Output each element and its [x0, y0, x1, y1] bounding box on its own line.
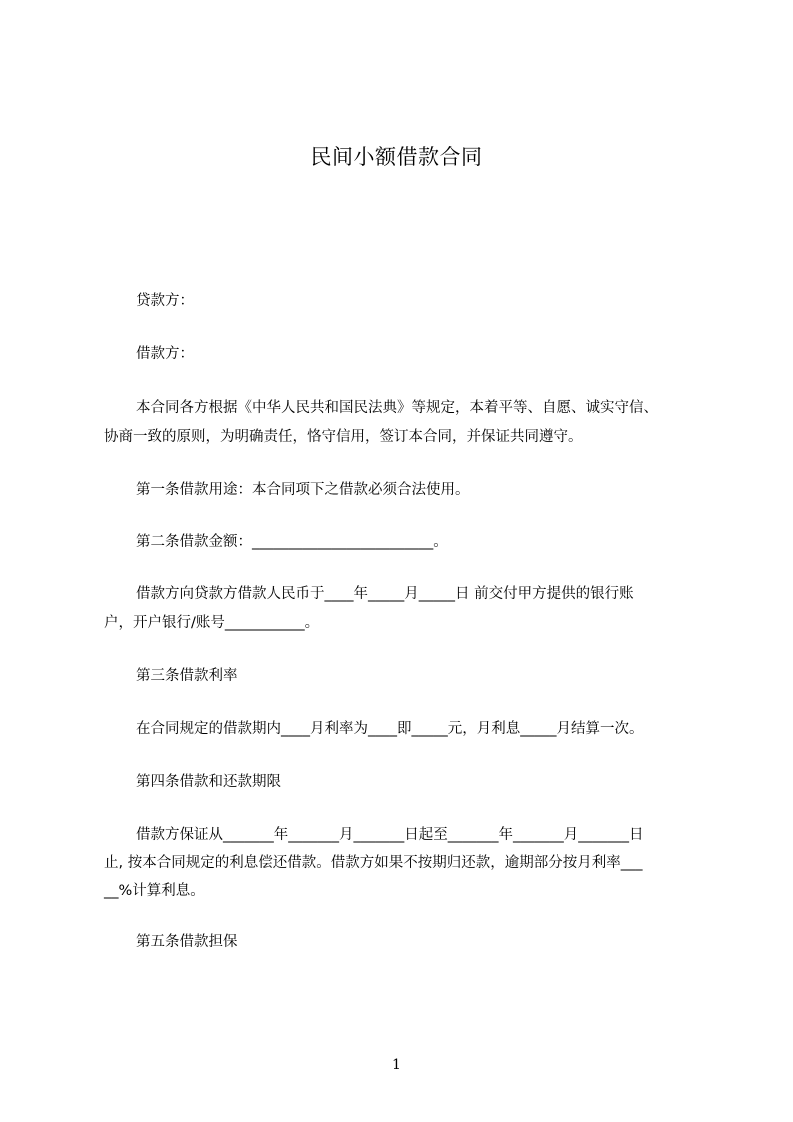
lender-label: 贷款方： [136, 293, 194, 309]
borrower-label: 借款方： [136, 346, 194, 362]
article-2-detail-line-2: 户，开户银行/账号___________。 [104, 615, 320, 631]
article-3-body: 在合同规定的借款期内____月利率为____即_____元，月利息_____月结算一次。 [136, 721, 644, 737]
document-title: 民间小额借款合同 [310, 145, 483, 169]
article-2-detail-line-1: 借款方向贷款方借款人民币于____年_____月_____日 前交付甲方提供的银行账 [136, 586, 634, 602]
article-2: 第二条借款金额：_________________________。 [136, 534, 448, 550]
preamble-line-1: 本合同各方根据《中华人民共和国民法典》等规定，本着平等、自愿、诚实守信、 [136, 400, 658, 416]
article-4-heading: 第四条借款和还款期限 [136, 774, 281, 790]
article-4-line-1: 借款方保证从_______年_______月_______日起至_______年_______月_______日 [136, 827, 644, 843]
article-5-heading: 第五条借款担保 [136, 934, 238, 950]
article-4-line-2: 止, 按本合同规定的利息偿还借款。借款方如果不按期归还款，逾期部分按月利率___ [104, 855, 643, 871]
preamble-line-2: 协商一致的原则，为明确责任，恪守信用，签订本合同，并保证共同遵守。 [104, 429, 583, 445]
article-1: 第一条借款用途：本合同项下之借款必须合法使用。 [136, 482, 470, 498]
article-4-line-3: __%计算利息。 [104, 883, 205, 899]
page-number: 1 [392, 1057, 401, 1073]
article-3-heading: 第三条借款利率 [136, 668, 238, 684]
